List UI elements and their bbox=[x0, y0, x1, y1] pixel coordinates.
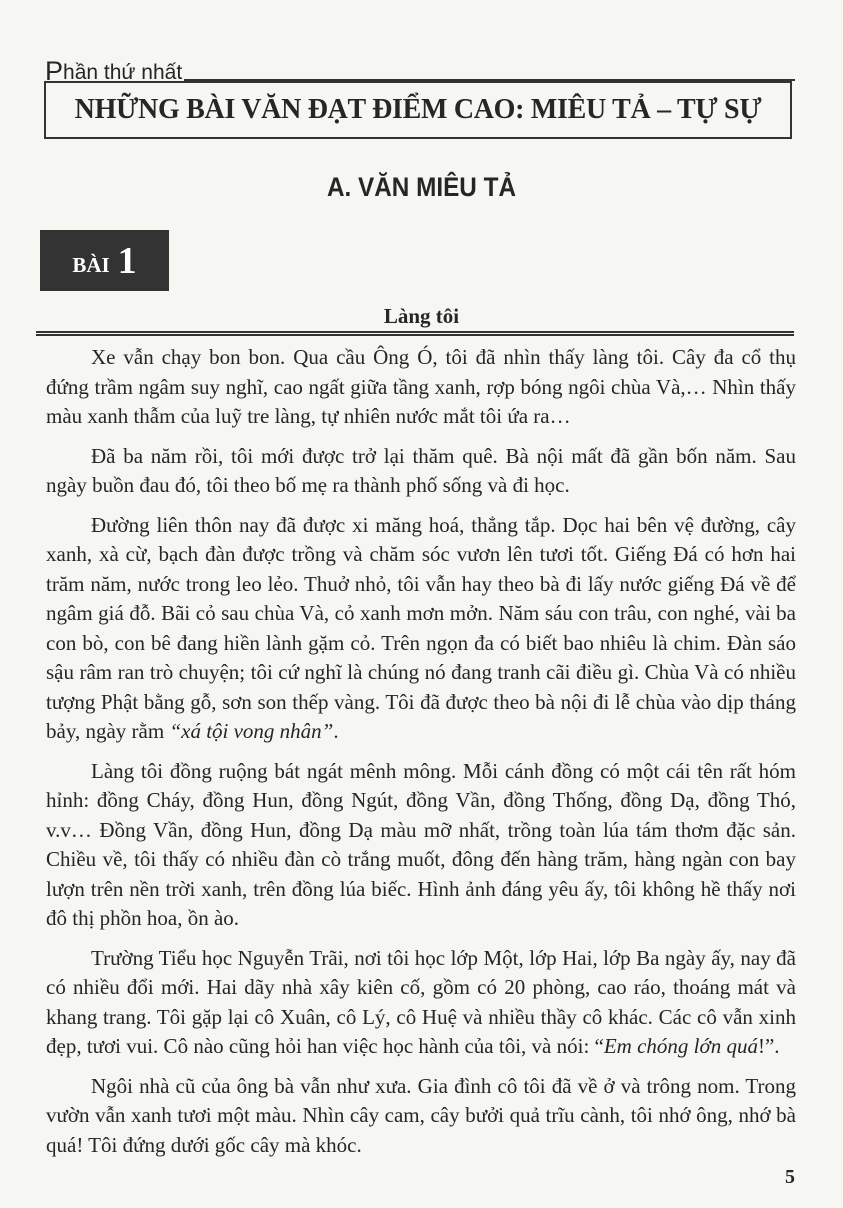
paragraph-text: Xe vẫn chạy bon bon. Qua cầu Ông Ó, tôi đã nhìn thấy làng tôi. Cây đa cổ thụ đứng trầm ngâm suy nghĩ, cao ngất giữa tầng xanh, rợp bóng ngôi chùa Và,… Nhìn thấy màu xanh thẫm của luỹ tre làng, tự nhiên nước mắt tôi ứa ra… bbox=[46, 345, 796, 428]
paragraph-italic: Em chóng lớn quá bbox=[603, 1034, 758, 1058]
paragraph-text-after: !”. bbox=[757, 1034, 780, 1058]
lesson-number: 1 bbox=[117, 239, 137, 282]
lesson-word: BÀI bbox=[72, 253, 110, 277]
part-title-box bbox=[44, 81, 792, 139]
paragraph-italic: “xá tội vong nhân” bbox=[169, 719, 334, 743]
essay-title: Làng tôi bbox=[383, 304, 460, 328]
paragraph-text: Làng tôi đồng ruộng bát ngát mênh mông. Mỗi cánh đồng có một cái tên rất hóm hỉnh: đồng Cháy, đồng Hun, đồng Ngút, đồng Vần, đồng Thống, đồng Dạ, đồng Thó, v.v… Đồng Vần, đồng Hun, đồng Dạ màu mỡ nhất, trồng toàn lúa tám thơm đặc sản. Chiều về, tôi thấy có nhiều đàn cò trắng muốt, đông đến hàng trăm, hàng ngàn con bay lượn trên nền trời xanh, trên đồng lúa biếc. Hình ảnh đáng yêu ấy, tôi không hề thấy nơi đô thị phồn hoa, ồn ào. bbox=[46, 758, 796, 930]
paragraph bbox=[46, 442, 796, 501]
part-label-initial: P bbox=[45, 56, 64, 86]
section-title: A. VĂN MIÊU TẢ bbox=[326, 172, 516, 202]
paragraph-text: Ngôi nhà cũ của ông bà vẫn như xưa. Gia đình cô tôi đã về ở và trông nom. Trong vườn vẫn xanh tươi một màu. Nhìn cây cam, cây bưởi quả trĩu cành, tôi nhớ ông, nhớ bà quá! Tôi đứng dưới gốc cây mà khóc. bbox=[46, 1073, 796, 1157]
page-number: 5 bbox=[785, 1166, 795, 1188]
paragraph-text: Đã ba năm rồi, tôi mới được trở lại thăm quê. Bà nội mất đã gần bốn năm. Sau ngày buồn đau đó, tôi theo bố mẹ ra thành phố sống và đi học. bbox=[46, 443, 796, 497]
paragraph bbox=[46, 1072, 796, 1161]
paragraph bbox=[46, 944, 796, 1062]
paragraph-text: Đường liên thôn nay đã được xi măng hoá, thẳng tắp. Dọc hai bên vệ đường, cây xanh, xà cừ, bạch đàn được trồng và chăm sóc vươn lên tươi tốt. Giếng Đá có hơn hai trăm năm, nước trong leo lẻo. Thuở nhỏ, tôi vẫn hay theo bà đi lấy nước giếng Đá về để ngâm giá đỗ. Bãi cỏ sau chùa Và, cỏ xanh mơn mởn. Năm sáu con trâu, con nghé, vài ba con bò, con bê đang hiền lành gặm cỏ. Trên ngọn đa có biết bao nhiêu là chim. Đàn sáo sậu râm ran trò chuyện; tôi cứ nghĩ là chúng nó đang tranh cãi điều gì. Chùa Và có nhiều tượng Phật bằng gỗ, sơn son thếp vàng. Tôi đã được theo bà nội đi lễ chùa vào dịp tháng bảy, ngày rằm bbox=[46, 512, 796, 743]
part-label-text: hần thứ nhất bbox=[63, 61, 183, 84]
part-title: NHỮNG BÀI VĂN ĐẠT ĐIỂM CAO: MIÊU TẢ – TỰ SỰ bbox=[74, 94, 762, 125]
essay-body bbox=[46, 343, 796, 1170]
paragraph bbox=[46, 511, 796, 747]
lesson-badge bbox=[40, 230, 169, 291]
paragraph-text-after: . bbox=[333, 719, 339, 743]
paragraph bbox=[46, 343, 796, 432]
title-double-rule bbox=[36, 331, 794, 336]
paragraph bbox=[46, 757, 796, 934]
paragraph-text: Trường Tiểu học Nguyễn Trãi, nơi tôi học lớp Một, lớp Hai, lớp Ba ngày ấy, nay đã có nhiều đổi mới. Hai dãy nhà xây kiên cố, gồm có 20 phòng, cao ráo, thoáng mát và khang trang. Tôi gặp lại cô Xuân, cô Lý, cô Huệ và nhiều thầy cô khác. Các cô vẫn xinh đẹp, tươi vui. Cô nào cũng hỏi han việc học hành của tôi, và nói: “ bbox=[46, 945, 796, 1058]
